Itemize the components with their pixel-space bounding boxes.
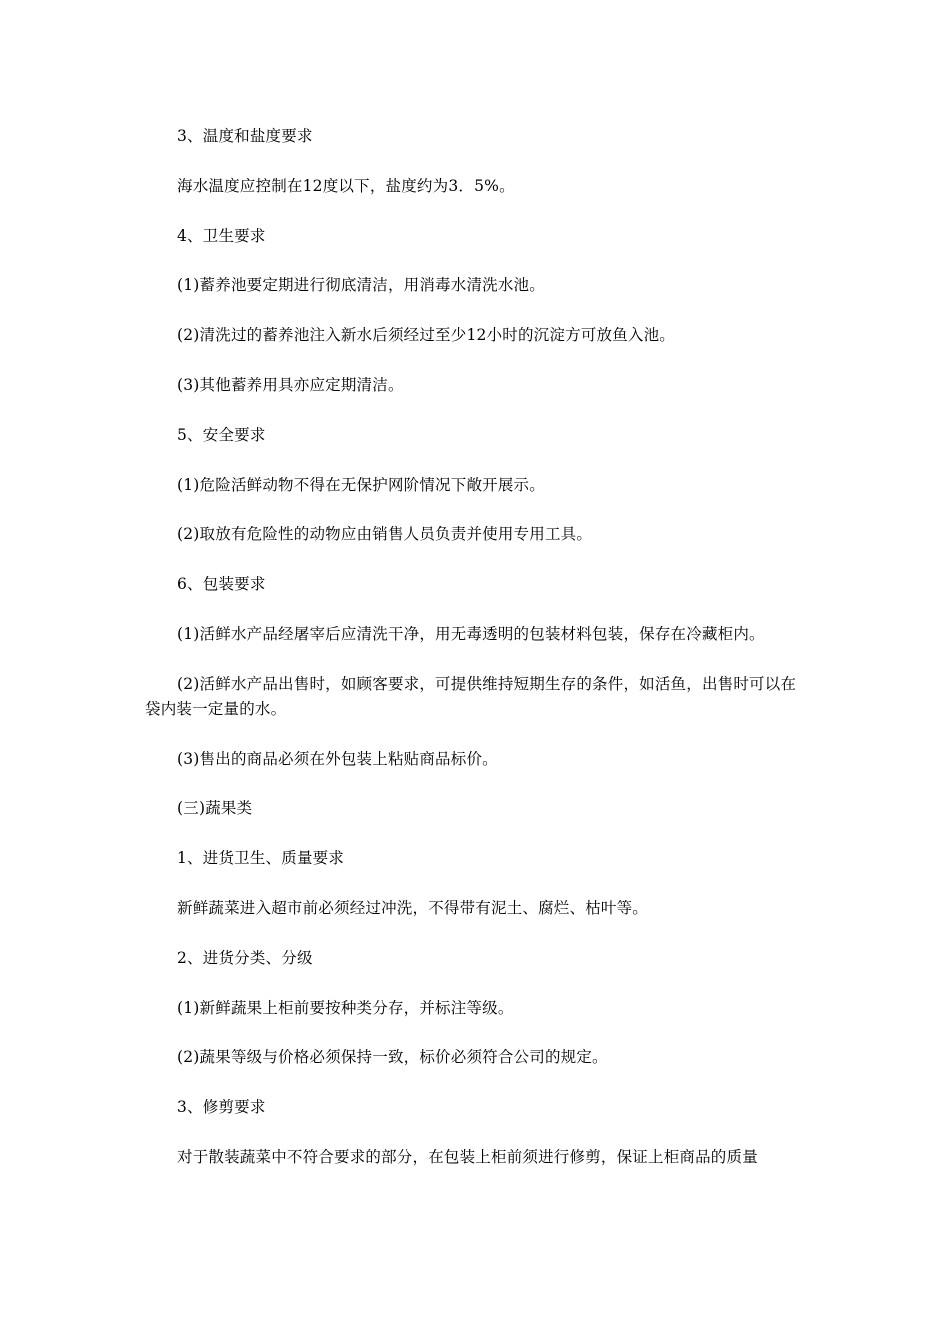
list-item-packaging-1: (1)活鲜水产品经屠宰后应清洗干净，用无毒透明的包装材料包装，保存在冷藏柜内。	[177, 624, 765, 643]
list-item-hygiene-1: (1)蓄养池要定期进行彻底清洁，用消毒水清洗水池。	[177, 276, 545, 295]
list-item-packaging-3: (3)售出的商品必须在外包装上粘贴商品标价。	[177, 749, 498, 768]
list-item-packaging-2: (2)活鲜水产品出售时，如顾客要求，可提供维持短期生存的条件，如活鱼，出售时可以在袋内装一定量的水。	[145, 674, 797, 718]
paragraph-intake-quality: 新鲜蔬菜进入超市前必须经过冲洗，不得带有泥土、腐烂、枯叶等。	[177, 898, 649, 917]
list-item-hygiene-3: (3)其他蓄养用具亦应定期清洁。	[177, 375, 404, 394]
section-heading-fruits-vegetables: (三)蔬果类	[177, 799, 253, 818]
heading-packaging: 6、包装要求	[177, 575, 266, 594]
list-item-hygiene-2: (2)清洗过的蓄养池注入新水后须经过至少12小时的沉淀方可放鱼入池。	[177, 326, 675, 345]
list-item-classification-1: (1)新鲜蔬果上柜前要按种类分存，并标注等级。	[177, 998, 514, 1017]
document-body	[145, 124, 810, 1195]
list-item-classification-2: (2)蔬果等级与价格必须保持一致，标价必须符合公司的规定。	[177, 1048, 608, 1067]
heading-classification: 2、进货分类、分级	[177, 948, 313, 967]
heading-temperature-salinity: 3、温度和盐度要求	[177, 127, 313, 145]
heading-trimming: 3、修剪要求	[177, 1098, 266, 1117]
heading-intake-quality: 1、进货卫生、质量要求	[177, 849, 345, 868]
heading-safety: 5、安全要求	[177, 425, 266, 444]
heading-hygiene: 4、卫生要求	[177, 226, 266, 245]
list-item-safety-2: (2)取放有危险性的动物应由销售人员负责并使用专用工具。	[177, 525, 593, 544]
paragraph-temperature-salinity: 海水温度应控制在12度以下，盐度约为3．5%。	[177, 176, 515, 195]
paragraph-trimming: 对于散装蔬菜中不符合要求的部分，在包装上柜前须进行修剪，保证上柜商品的质量	[177, 1147, 758, 1166]
list-item-safety-1: (1)危险活鲜动物不得在无保护网阶情况下敞开展示。	[177, 475, 545, 494]
